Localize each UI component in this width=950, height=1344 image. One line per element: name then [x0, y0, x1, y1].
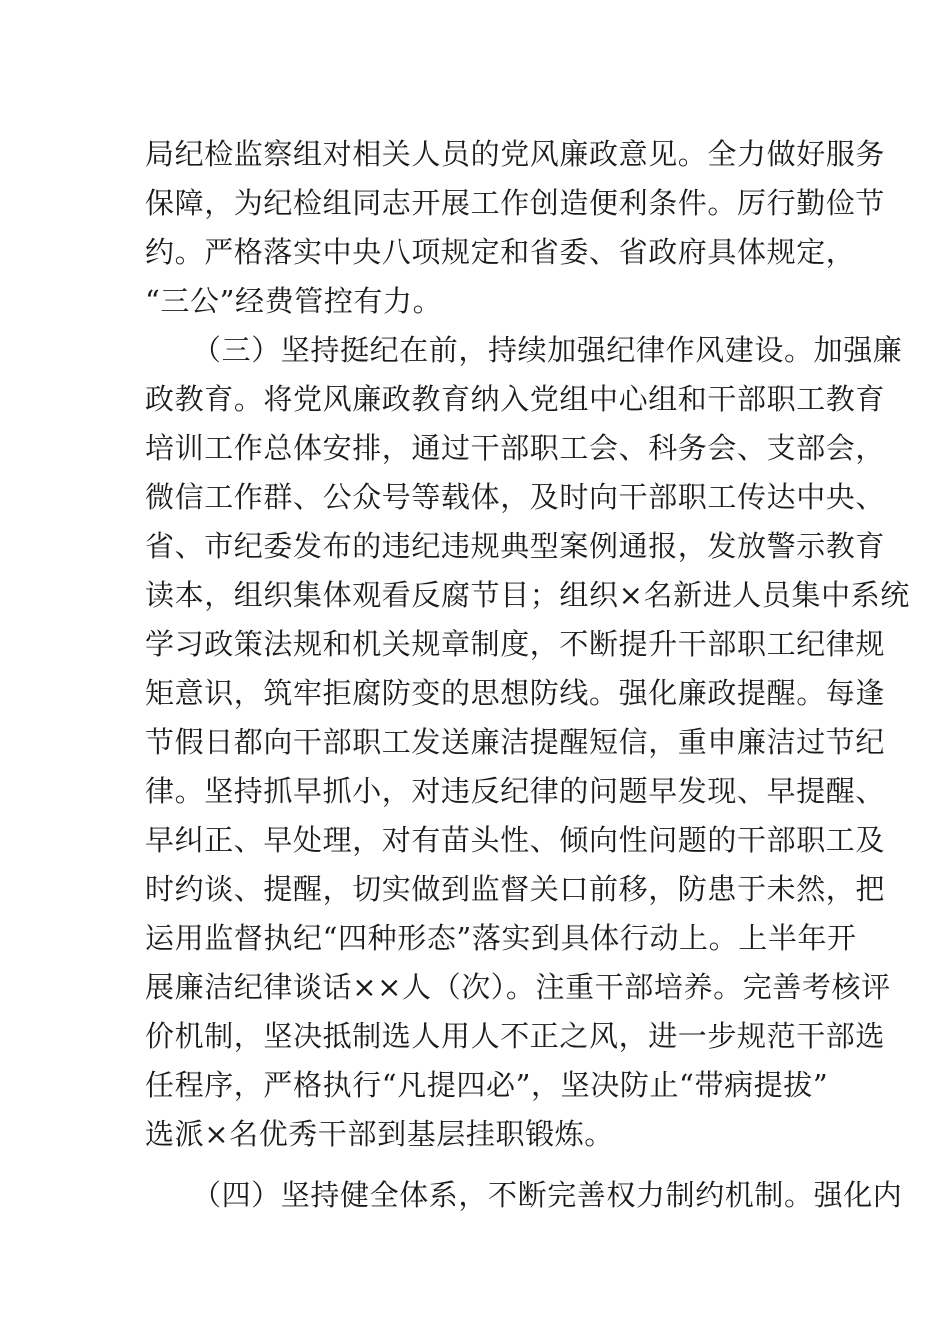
text-line: 约。严格落实中央八项规定和省委、省政府具体规定， — [145, 235, 856, 269]
text-line: 局纪检监察组对相关人员的党风廉政意见。全力做好服务 — [145, 137, 886, 171]
text-line: 价机制，坚决抵制选人用人不正之风，进一步规范干部选 — [145, 1019, 886, 1053]
text-line: 培训工作总体安排，通过干部职工会、科务会、支部会， — [145, 431, 886, 465]
text-line: 节假日都向干部职工发送廉洁提醒短信，重申廉洁过节纪 — [145, 725, 886, 759]
text-line: 展廉洁纪律谈话××人（次）。注重干部培养。完善考核评 — [145, 970, 891, 1004]
paragraph-heading-4: （四）坚持健全体系，不断完善权力制约机制。强化内 — [192, 1178, 903, 1212]
text-line: 早纠正、早处理，对有苗头性、倾向性问题的干部职工及 — [145, 823, 886, 857]
text-line: “三公”经费管控有力。 — [145, 284, 443, 318]
text-line: 律。坚持抓早抓小，对违反纪律的问题早发现、早提醒、 — [145, 774, 886, 808]
text-line: 读本，组织集体观看反腐节目；组织×名新进人员集中系统 — [145, 578, 910, 612]
text-line: 保障，为纪检组同志开展工作创造便利条件。厉行勤俭节 — [145, 186, 886, 220]
text-line: 矩意识，筑牢拒腐防变的思想防线。强化廉政提醒。每逢 — [145, 676, 886, 710]
text-line: 政教育。将党风廉政教育纳入党组中心组和干部职工教育 — [145, 382, 886, 416]
text-line: 选派×名优秀干部到基层挂职锻炼。 — [145, 1117, 614, 1151]
text-line: 学习政策法规和机关规章制度，不断提升干部职工纪律规 — [145, 627, 886, 661]
text-line: 时约谈、提醒，切实做到监督关口前移，防患于未然，把 — [145, 872, 886, 906]
text-line: 运用监督执纪“四种形态”落实到具体行动上。上半年开 — [145, 921, 857, 955]
text-line: 任程序，严格执行“凡提四必”，坚决防止“带病提拔” — [145, 1068, 829, 1102]
text-line: 省、市纪委发布的违纪违规典型案例通报，发放警示教育 — [145, 529, 886, 563]
text-line: 微信工作群、公众号等载体，及时向干部职工传达中央、 — [145, 480, 886, 514]
paragraph-heading-3: （三）坚持挺纪在前，持续加强纪律作风建设。加强廉 — [192, 333, 903, 367]
